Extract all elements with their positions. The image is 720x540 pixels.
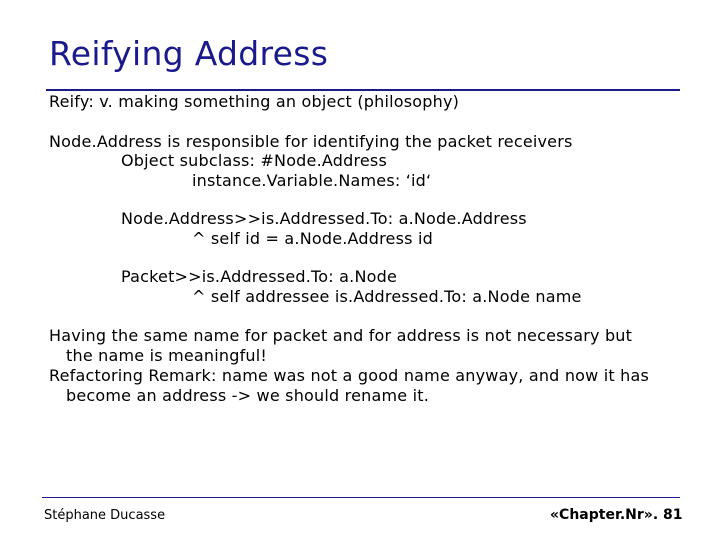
code-line: Object subclass: #Node.Address (121, 151, 387, 170)
definition-line: Reify: v. making something an object (philosophy) (49, 92, 460, 111)
code-line: Node.Address>>is.Addressed.To: a.Node.Address (121, 209, 527, 228)
body-line: Refactoring Remark: name was not a good name anyway, and now it has (49, 366, 650, 385)
code-line: ^ self id = a.Node.Address id (192, 229, 433, 248)
code-line: instance.Variable.Names: ‘id‘ (192, 171, 432, 190)
footer-page-number: «Chapter.Nr». 81 (550, 507, 683, 523)
code-line: Packet>>is.Addressed.To: a.Node (121, 267, 397, 286)
footer-author: Stéphane Ducasse (44, 508, 166, 523)
title-underline (46, 89, 680, 91)
code-line: ^ self addressee is.Addressed.To: a.Node name (192, 287, 582, 306)
body-line: Node.Address is responsible for identifying the packet receivers (49, 132, 573, 151)
slide-title: Reifying Address (49, 34, 329, 73)
body-line: become an address -> we should rename it. (66, 386, 429, 405)
body-line: the name is meaningful! (66, 346, 268, 365)
footer-rule (42, 497, 680, 498)
body-line: Having the same name for packet and for address is not necessary but (49, 326, 633, 345)
